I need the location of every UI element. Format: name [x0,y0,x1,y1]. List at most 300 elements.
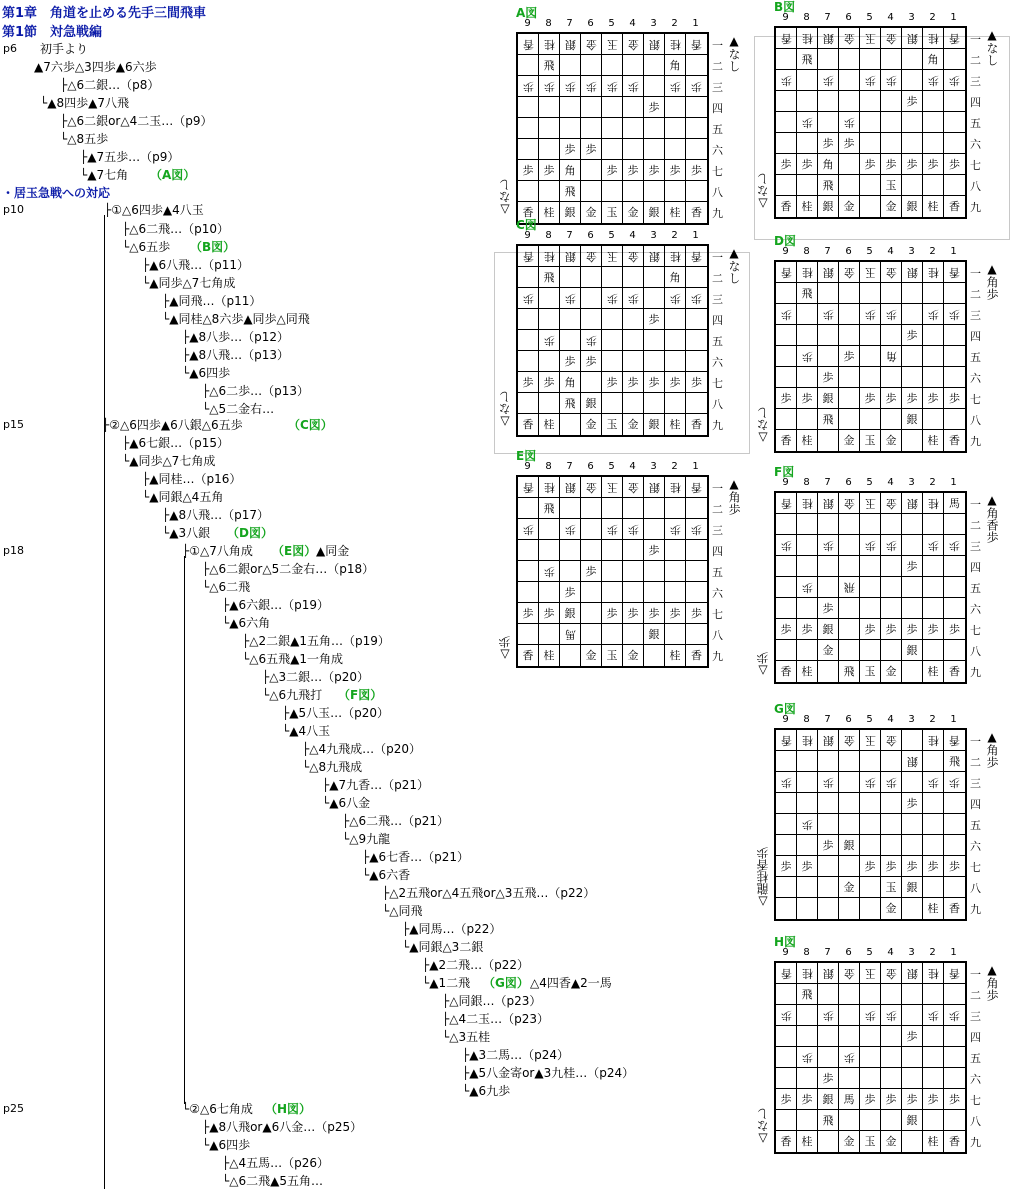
board-square [923,325,944,346]
board-square [665,414,686,435]
shogi-board [516,244,709,437]
board-square [581,267,602,288]
column-labels [517,230,706,241]
board-square [902,1089,923,1110]
column-label: 4 [887,477,894,488]
column-label: 3 [650,461,657,472]
board-square [902,388,923,409]
shogi-piece: 飛 [843,665,855,678]
board-square [797,346,818,367]
column-label: 5 [866,947,873,958]
board-square [797,1131,818,1152]
move-line: └▲6六角 [222,616,271,630]
board-square [776,367,797,388]
board-square [944,963,965,984]
shogi-piece: 桂 [543,249,555,263]
move-line: └△6五歩 [122,240,171,254]
row-label: 三 [970,308,981,322]
move-line: ├△同銀…（p23） [442,994,542,1008]
board-square [818,388,839,409]
shogi-piece: 香 [780,665,792,678]
board-square [776,963,797,984]
board-square [560,288,581,309]
column-label: 8 [545,18,552,29]
board-square [839,1089,860,1110]
board-square [776,430,797,451]
shogi-piece: 桂 [669,37,681,51]
board-square [539,624,560,645]
board-square [797,91,818,112]
column-label: 8 [803,947,810,958]
board-square [644,582,665,603]
board-square [944,619,965,640]
shogi-piece: 香 [780,966,792,980]
board-square [923,898,944,919]
shogi-piece: 歩 [864,73,876,87]
board-square [881,1089,902,1110]
move-line: └▲6八金 [322,796,371,810]
shogi-piece: 桂 [801,31,813,45]
shogi-piece: 歩 [691,606,702,620]
board-square [839,196,860,217]
shogi-piece: 香 [949,434,960,447]
board-square [902,493,923,514]
board-square [644,330,665,351]
shogi-piece: 銀 [564,606,576,620]
board-square [818,535,839,556]
board-square [860,325,881,346]
board-square [839,409,860,430]
shogi-piece: 銀 [564,206,576,219]
shogi-piece: 銀 [843,838,855,852]
column-label: 7 [566,230,573,241]
board-square [818,556,839,577]
board-square [797,1026,818,1047]
diagram-title: G図 [774,702,796,716]
diagram-ref: （B図） [190,240,236,254]
column-label: 5 [866,246,873,257]
row-labels [970,262,981,451]
shogi-piece: 角 [564,163,576,177]
shogi-piece: 香 [691,37,702,51]
row-label: 六 [970,839,981,853]
shogi-piece: 香 [949,966,960,980]
column-label: 7 [824,947,831,958]
board-square [881,751,902,772]
board-square [776,325,797,346]
shogi-piece: 金 [885,733,897,747]
board-square [623,414,644,435]
board-square [839,772,860,793]
shogi-piece: 歩 [822,370,834,384]
column-label: 5 [608,18,615,29]
board-square [539,181,560,202]
board-square [818,367,839,388]
board-square [860,835,881,856]
shogi-piece: 玉 [864,265,876,279]
shogi-piece: 飛 [949,754,960,768]
shogi-piece: 金 [585,249,597,263]
row-label: 七 [712,164,723,178]
board-square [581,351,602,372]
board-square [839,514,860,535]
board-square [818,70,839,91]
move-line: ▲同金 [316,544,350,558]
board-square [644,76,665,97]
board-square [686,519,707,540]
board-square [944,1026,965,1047]
column-label: 1 [692,461,699,472]
move-line: └▲3八銀 [162,526,211,540]
shogi-piece: 銀 [648,206,660,219]
board-square [539,519,560,540]
column-label: 2 [929,947,936,958]
row-label: 六 [970,1072,981,1086]
board-square [944,112,965,133]
board-square [944,49,965,70]
board-square [623,372,644,393]
board-square [902,28,923,49]
board-square [797,304,818,325]
shogi-piece: 玉 [606,649,618,662]
board-square [776,898,797,919]
board-square [776,493,797,514]
shogi-piece: 歩 [564,79,576,93]
board-square [881,388,902,409]
shogi-piece: 香 [522,249,534,263]
board-square [623,603,644,624]
board-square [686,76,707,97]
shogi-piece: 金 [885,902,897,915]
board-square [623,645,644,666]
row-label: 九 [970,200,981,214]
board-square [776,1005,797,1026]
board-square [602,97,623,118]
board-square [623,393,644,414]
board-square [686,267,707,288]
board-square [881,196,902,217]
board-square [644,477,665,498]
gote-hand: △なし [498,391,512,429]
board-square [776,619,797,640]
move-line: △4四香▲2一馬 [530,976,612,990]
board-square [860,814,881,835]
move-line: ├▲2二飛…（p22） [422,958,529,972]
board-square [776,772,797,793]
shogi-piece: 歩 [606,291,618,305]
board-square [776,175,797,196]
board-square [818,1110,839,1131]
board-square [881,598,902,619]
shogi-piece: 歩 [864,157,876,171]
board-square [923,984,944,1005]
board-square [518,645,539,666]
board-square [818,409,839,430]
move-line: ├①△7八角成 [182,544,253,558]
board-square [623,34,644,55]
board-square [539,202,560,223]
column-label: 5 [866,714,873,725]
shogi-piece: 歩 [843,136,855,150]
shogi-piece: 玉 [606,206,618,219]
row-label: 六 [712,355,723,369]
board-square [902,325,923,346]
shogi-piece: 金 [627,418,639,431]
board-square [818,49,839,70]
column-label: 4 [887,12,894,23]
board-square [560,55,581,76]
shogi-piece: 銀 [648,37,660,51]
move-line: ├▲8八飛or▲6八金…（p25） [202,1120,363,1134]
shogi-piece: 歩 [648,100,660,114]
board-square [560,477,581,498]
board-square [944,598,965,619]
board-square [623,202,644,223]
shogi-piece: 桂 [543,37,555,51]
shogi-piece: 歩 [564,142,576,156]
board-square [923,814,944,835]
shogi-piece: 玉 [864,31,876,45]
board-square [860,346,881,367]
board-square [776,133,797,154]
board-square [923,154,944,175]
shogi-piece: 銀 [564,37,576,51]
board-square [602,519,623,540]
board-square [776,1068,797,1089]
board-square [539,603,560,624]
board-square [560,561,581,582]
sente-hand: ▲角歩 [985,963,999,1001]
board-square [902,1047,923,1068]
column-label: 3 [908,947,915,958]
diagram-ref: （F図） [338,688,383,702]
board-square [881,619,902,640]
shogi-piece: 金 [627,249,639,263]
shogi-piece: 歩 [780,859,792,873]
board-square [818,835,839,856]
shogi-piece: 香 [949,902,960,915]
board-square [923,1110,944,1131]
board-square [560,603,581,624]
diagram-ref: （D図） [227,526,273,540]
row-label: 八 [970,1114,981,1128]
column-label: 1 [692,230,699,241]
board-square [860,661,881,682]
board-square [860,367,881,388]
shogi-piece: 角 [669,58,681,72]
shogi-piece: 桂 [543,418,555,431]
board-square [860,984,881,1005]
shogi-piece: 銀 [822,966,834,980]
board-square [539,76,560,97]
board-square [644,393,665,414]
shogi-piece: 歩 [906,859,918,873]
board-square [839,49,860,70]
board-square [776,835,797,856]
board-square [881,1110,902,1131]
shogi-piece: 銀 [822,733,834,747]
board-square [839,388,860,409]
board-square [665,645,686,666]
board-square [944,175,965,196]
board-square [539,139,560,160]
tree-line [184,556,185,1104]
board-square [560,372,581,393]
move-line: 初手より [40,42,89,56]
board-square [518,246,539,267]
shogi-piece: 歩 [906,559,918,573]
row-label: 六 [712,143,723,157]
board-square [860,898,881,919]
board-square [797,814,818,835]
board-square [797,730,818,751]
column-label: 5 [608,230,615,241]
shogi-piece: 歩 [885,157,897,171]
board-square [776,814,797,835]
shogi-piece: 金 [885,265,897,279]
shogi-piece: 歩 [864,775,876,789]
shogi-piece: 玉 [864,733,876,747]
column-label: 7 [824,477,831,488]
board-square [623,561,644,582]
column-label: 9 [524,461,531,472]
column-label: 4 [887,947,894,958]
move-line: └▲4八玉 [282,724,331,738]
board-square [860,70,881,91]
board-square [797,430,818,451]
shogi-piece: 歩 [648,375,660,389]
board-square [860,133,881,154]
row-label: 四 [970,560,981,574]
board-square [860,388,881,409]
board-square [839,367,860,388]
board-square [860,262,881,283]
board-square [881,133,902,154]
shogi-piece: 歩 [822,73,834,87]
board-square [776,28,797,49]
board-square [581,76,602,97]
shogi-piece: 歩 [780,1008,792,1022]
row-label: 一 [712,38,723,52]
shogi-board [774,961,967,1154]
board-square [881,49,902,70]
shogi-piece: 銀 [906,412,918,426]
board-square [776,577,797,598]
shogi-piece: 香 [691,206,702,219]
board-square [944,814,965,835]
shogi-piece: 歩 [864,622,876,636]
column-label: 3 [908,714,915,725]
board-square [860,877,881,898]
shogi-piece: 歩 [949,775,960,789]
board-square [776,877,797,898]
board-square [776,70,797,91]
column-label: 4 [629,18,636,29]
board-square [776,283,797,304]
column-label: 7 [824,714,831,725]
board-square [644,202,665,223]
row-label: 六 [970,371,981,385]
board-square [560,118,581,139]
board-square [602,309,623,330]
shogi-piece: 歩 [606,522,618,536]
shogi-piece: 玉 [864,1135,876,1148]
board-square [881,640,902,661]
board-square [797,196,818,217]
board-square [839,1005,860,1026]
row-label: 四 [970,797,981,811]
shogi-piece: 歩 [906,94,918,108]
board-square [581,519,602,540]
board-square [581,372,602,393]
shogi-piece: 歩 [801,349,813,363]
shogi-piece: 金 [585,480,597,494]
board-square [539,498,560,519]
shogi-piece: 歩 [648,163,660,177]
board-square [623,97,644,118]
shogi-piece: 銀 [648,627,660,641]
board-square [944,640,965,661]
board-square [818,91,839,112]
diagram-title: H図 [774,935,797,949]
column-label: 8 [803,12,810,23]
row-label: 五 [712,122,723,136]
row-label: 七 [970,623,981,637]
board-square [839,325,860,346]
diagram-ref: （E図） [272,544,317,558]
board-square [881,1047,902,1068]
shogi-piece: 銀 [822,622,834,636]
row-label: 九 [970,434,981,448]
board-square [860,963,881,984]
move-line: └▲6六香 [362,868,411,882]
board-square [539,118,560,139]
board-square [839,154,860,175]
board-square [776,640,797,661]
board-square [623,477,644,498]
row-label: 八 [712,397,723,411]
board-square [518,76,539,97]
row-label: 四 [970,329,981,343]
board-square [944,535,965,556]
board-square [776,196,797,217]
board-square [686,97,707,118]
row-label: 三 [712,80,723,94]
column-label: 6 [587,18,594,29]
row-label: 三 [970,74,981,88]
move-line: ├▲同飛…（p11） [162,294,262,308]
board-square [881,1068,902,1089]
board-square [923,877,944,898]
board-square [776,598,797,619]
column-label: 6 [845,477,852,488]
board-square [902,367,923,388]
sente-hand: ▲角歩 [985,262,999,300]
board-square [686,118,707,139]
shogi-piece: 歩 [949,391,960,405]
move-line: └△3五桂 [442,1030,491,1044]
board-square [881,814,902,835]
board-square [818,262,839,283]
column-label: 1 [950,714,957,725]
column-label: 3 [650,230,657,241]
board-square [665,393,686,414]
row-label: 四 [712,101,723,115]
board-square [797,388,818,409]
board-square [776,346,797,367]
shogi-piece: 歩 [885,1008,897,1022]
board-square [923,304,944,325]
